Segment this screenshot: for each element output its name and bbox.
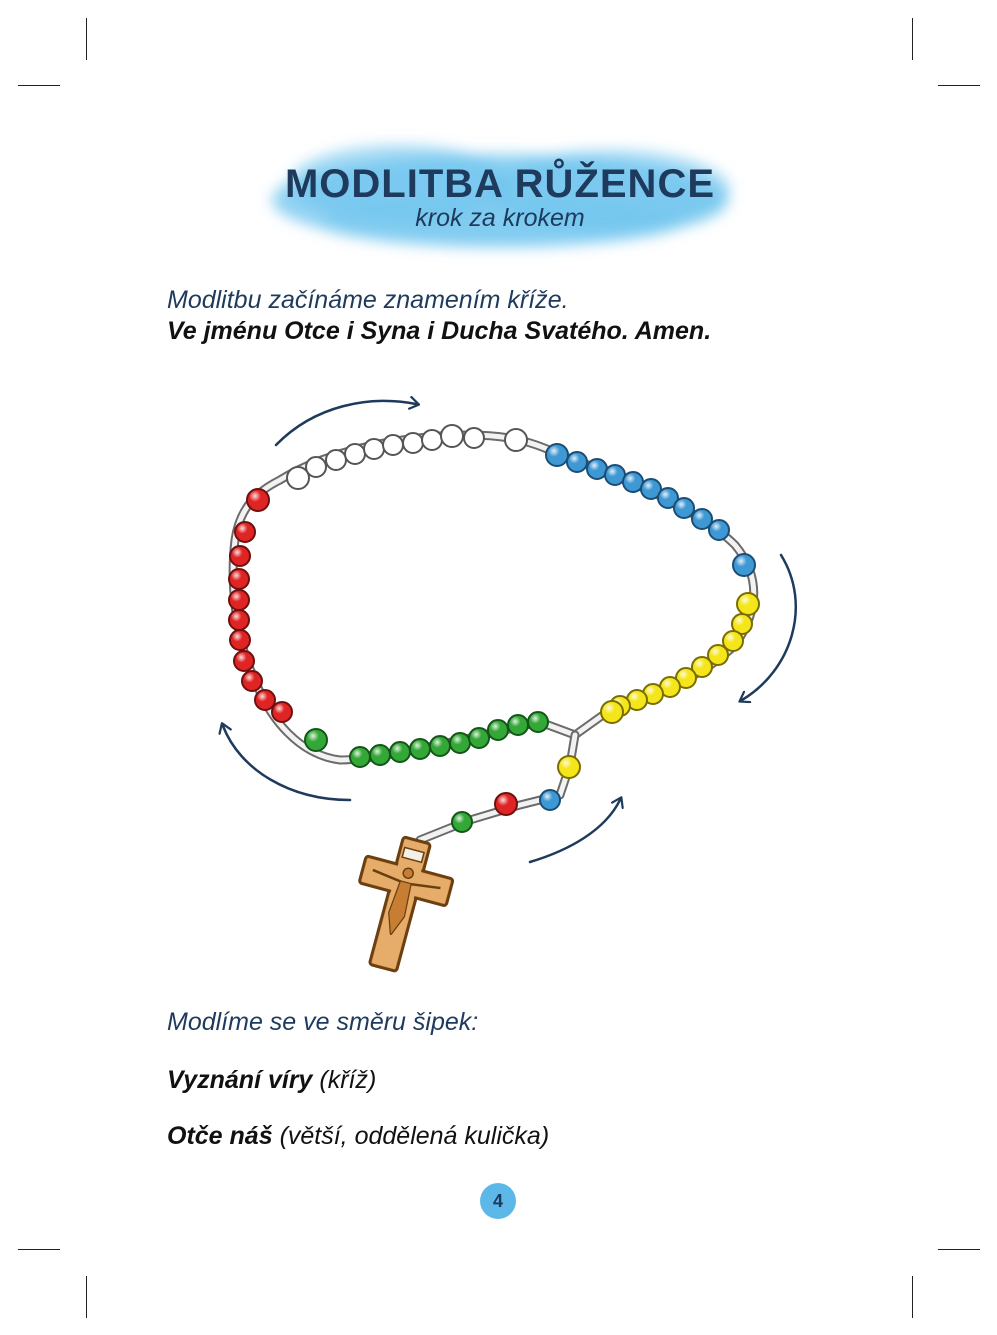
bead-highlight bbox=[559, 757, 579, 777]
bead-highlight bbox=[734, 555, 754, 575]
bead-highlight bbox=[273, 703, 291, 721]
bead-highlight bbox=[489, 721, 507, 739]
bead-highlight bbox=[588, 460, 606, 478]
bead-highlight bbox=[423, 431, 441, 449]
bead-highlight bbox=[529, 713, 547, 731]
bead-highlight bbox=[230, 570, 248, 588]
bead-highlight bbox=[675, 499, 693, 517]
bead-highlight bbox=[346, 445, 364, 463]
step-note: (větší, oddělená kulička) bbox=[279, 1122, 550, 1150]
bead-highlight bbox=[453, 813, 471, 831]
arrow-icon bbox=[530, 800, 620, 862]
bead-highlight bbox=[541, 791, 559, 809]
bead-highlight bbox=[624, 473, 642, 491]
bead-highlight bbox=[442, 426, 462, 446]
intro-text bbox=[167, 285, 867, 347]
bead-highlight bbox=[230, 611, 248, 629]
step-term: Otče náš bbox=[167, 1122, 273, 1150]
bead-highlight bbox=[710, 521, 728, 539]
bead-highlight bbox=[724, 632, 742, 650]
crop-mark bbox=[912, 1276, 913, 1318]
intro-line-1: Modlitbu začínáme znamením kříže. bbox=[167, 286, 569, 314]
bead-highlight bbox=[431, 737, 449, 755]
bead-highlight bbox=[243, 672, 261, 690]
bead-highlight bbox=[231, 547, 249, 565]
step-item bbox=[167, 1122, 549, 1151]
bead-highlight bbox=[327, 451, 345, 469]
title-banner bbox=[250, 128, 750, 263]
bead-highlight bbox=[496, 794, 516, 814]
bead-highlight bbox=[411, 740, 429, 758]
crucifix-icon bbox=[339, 829, 460, 980]
bead-highlight bbox=[236, 523, 254, 541]
crop-mark bbox=[18, 85, 60, 86]
step-term: Vyznání víry bbox=[167, 1066, 313, 1094]
crop-mark bbox=[86, 18, 87, 60]
bead-highlight bbox=[602, 702, 622, 722]
bead-highlight bbox=[256, 691, 274, 709]
crop-mark bbox=[938, 85, 980, 86]
crop-mark bbox=[912, 18, 913, 60]
bead-highlight bbox=[451, 734, 469, 752]
bead-highlight bbox=[606, 466, 624, 484]
bead-highlight bbox=[465, 429, 483, 447]
crop-mark bbox=[18, 1249, 60, 1250]
bead-highlight bbox=[391, 743, 409, 761]
crop-mark bbox=[86, 1276, 87, 1318]
bead-highlight bbox=[470, 729, 488, 747]
bead-group bbox=[229, 425, 759, 832]
bead-highlight bbox=[231, 631, 249, 649]
bead-highlight bbox=[547, 445, 567, 465]
bead-highlight bbox=[642, 480, 660, 498]
bead-highlight bbox=[568, 453, 586, 471]
page-subtitle: krok za krokem bbox=[415, 204, 585, 232]
bead-highlight bbox=[404, 434, 422, 452]
bead-highlight bbox=[306, 730, 326, 750]
bead-highlight bbox=[365, 440, 383, 458]
rosary-illustration bbox=[0, 380, 997, 980]
instruction-text: Modlíme se ve směru šipek: bbox=[167, 1008, 479, 1036]
crop-mark bbox=[938, 1249, 980, 1250]
bead-highlight bbox=[371, 746, 389, 764]
bead-highlight bbox=[506, 430, 526, 450]
bead-highlight bbox=[738, 594, 758, 614]
bead-highlight bbox=[288, 468, 308, 488]
bead-highlight bbox=[351, 748, 369, 766]
bead-highlight bbox=[248, 490, 268, 510]
bead-highlight bbox=[307, 458, 325, 476]
bead-highlight bbox=[709, 646, 727, 664]
bead-highlight bbox=[733, 615, 751, 633]
bead-highlight bbox=[230, 591, 248, 609]
bead-highlight bbox=[235, 652, 253, 670]
intro-line-2: Ve jménu Otce i Syna i Ducha Svatého. Amen. bbox=[167, 317, 712, 345]
bead-highlight bbox=[384, 436, 402, 454]
page-number: 4 bbox=[480, 1183, 516, 1219]
step-item bbox=[167, 1066, 376, 1095]
page-title: MODLITBA RŮŽENCE bbox=[284, 162, 716, 206]
step-note: (kříž) bbox=[319, 1066, 377, 1094]
bead-highlight bbox=[693, 510, 711, 528]
bead-highlight bbox=[509, 716, 527, 734]
